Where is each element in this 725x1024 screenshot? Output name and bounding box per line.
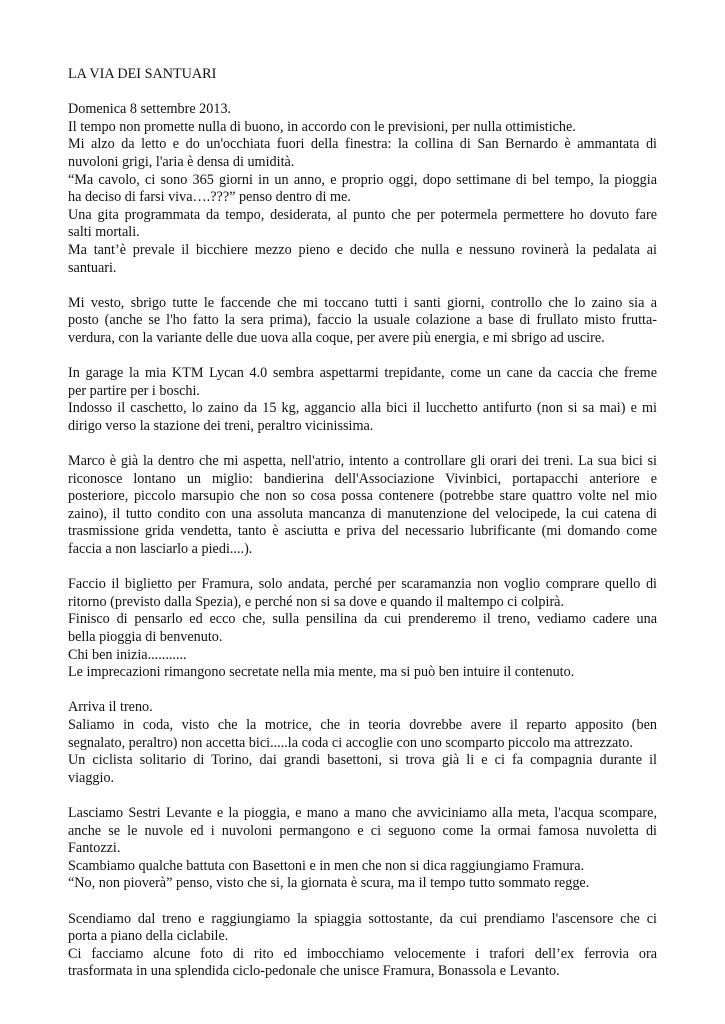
paragraph [68,699,657,787]
text-line: riconosce lontano un miglio: bandierina dell'Associazione Vivinbici, portapacchi anteriore e [68,470,657,487]
text-line: zaino), il tutto condito con una assoluta mancanza di manutenzione del velocipede, la cui catena di [68,505,657,522]
paragraph [68,576,657,682]
paragraph [68,805,657,893]
text-line: verdura, con la variante delle due uova alla coque, per avere più energia, e mi sbrigo ad uscire. [68,329,605,346]
text-line: dirigo verso la stazione dei treni, peraltro vicinissima. [68,417,374,434]
paragraph [68,365,657,435]
text-line: posto (anche se l'ho fatto la sera prima), faccio la usuale colazione a base di frullato misto frutta- [68,312,657,329]
text-line: Mi alzo da letto e do un'occhiata fuori della finestra: la collina di San Bernardo è ammantata di [68,136,657,153]
text-line: Faccio il biglietto per Framura, solo andata, perché per scaramanzia non voglio comprare quello di [68,576,657,593]
text-line: Scendiamo dal treno e raggiungiamo la spiaggia sottostante, da cui prendiamo l'ascensore che ci [68,910,657,927]
document-body [68,101,657,981]
text-line: faccia a non lasciarlo a piedi....). [68,541,253,558]
text-line: Finisco di pensarlo ed ecco che, sulla pensilina da cui prenderemo il treno, vediamo cadere una [68,611,657,628]
text-line: ritorno (previsto dalla Spezia), e perché non si sa dove e quando il maltempo ci colpirà. [68,593,565,610]
text-line: Ci facciamo alcune foto di rito ed imbocchiamo velocemente i trafori dell’ex ferrovia ora [68,945,657,962]
text-line: viaggio. [68,769,115,786]
text-line: “No, non pioverà” penso, visto che si, la giornata è scura, ma il tempo tutto sommato regge. [68,875,590,892]
text-line: Mi vesto, sbrigo tutte le faccende che mi toccano tutti i santi giorni, controllo che lo zaino sia a [68,294,657,311]
text-line: “Ma cavolo, ci sono 365 giorni in un anno, e proprio oggi, dopo settimane di bel tempo, la pioggia [68,171,657,188]
text-line: bella pioggia di benvenuto. [68,629,223,645]
text-line: Ma tant’è prevale il bicchiere mezzo pieno e decido che nulla e nessuno rovinerà la pedalata ai [68,241,657,258]
document-title: LA VIA DEI SANTUARI [68,66,217,82]
text-line: Chi ben inizia........... [68,646,187,663]
paragraph [68,911,657,981]
text-line: nuvoloni grigi, l'aria è densa di umidità. [68,153,295,170]
text-line: salti mortali. [68,224,140,241]
text-line: Lasciamo Sestri Levante e la pioggia, e mano a mano che avviciniamo alla meta, l'acqua scompare, [68,804,657,821]
paragraph [68,295,657,348]
text-line: Marco è già la dentro che mi aspetta, nell'atrio, intento a controllare gli orari dei treni. La sua bici si [68,453,657,470]
paragraph [68,101,657,277]
text-line: Arriva il treno. [68,699,153,716]
text-line: per partire per i boschi. [68,382,200,399]
text-line: Saliamo in coda, visto che la motrice, che in teoria dovrebbe avere il reparto apposito (ben [68,716,657,733]
text-line: Domenica 8 settembre 2013. [68,101,232,118]
text-line: santuari. [68,259,117,276]
text-line: anche se le nuvole ed i nuvoloni permangono e ci seguono come la ormai famosa nuvoletta di [68,822,657,839]
text-line: Scambiamo qualche battuta con Basettoni e in men che non si dica raggiungiamo Framura. [68,857,585,874]
text-line: ha deciso di farsi viva….???” penso dentro di me. [68,189,351,206]
text-line: Fantozzi. [68,840,121,857]
text-line: Il tempo non promette nulla di buono, in accordo con le previsioni, per nulla ottimistiche. [68,118,576,135]
text-line: Le imprecazioni rimangono secretate nella mia mente, ma si può ben intuire il contenuto. [68,664,575,681]
text-line: trasmissione grida vendetta, tanto è asciutta e priva del necessario lubrificante (mi domando come [68,523,657,540]
text-line: posteriore, piccolo marsupio che non so cosa possa contenere (potrebbe stare quattro volte nel mio [68,488,657,505]
paragraph [68,453,657,559]
text-line: In garage la mia KTM Lycan 4.0 sembra aspettarmi trepidante, come un cane da caccia che freme [68,365,657,382]
text-line: segnalato, peraltro) non accetta bici.....la coda ci accoglie con uno scomparto piccolo ma attrezzato. [68,734,633,751]
text-line: Indosso il caschetto, lo zaino da 15 kg, aggancio alla bici il lucchetto antifurto (non si sa mai) e mi [68,400,657,417]
text-line: porta a piano della ciclabile. [68,928,229,945]
text-line: Un ciclista solitario di Torino, dai grandi basettoni, si trova già li e ci fa compagnia durante il [68,752,657,769]
text-line: Una gita programmata da tempo, desiderata, al punto che per potermela permettere ho dovuto fare [68,206,657,223]
text-line: trasformata in una splendida ciclo-pedonale che unisce Framura, Bonassola e Levanto. [68,963,560,980]
